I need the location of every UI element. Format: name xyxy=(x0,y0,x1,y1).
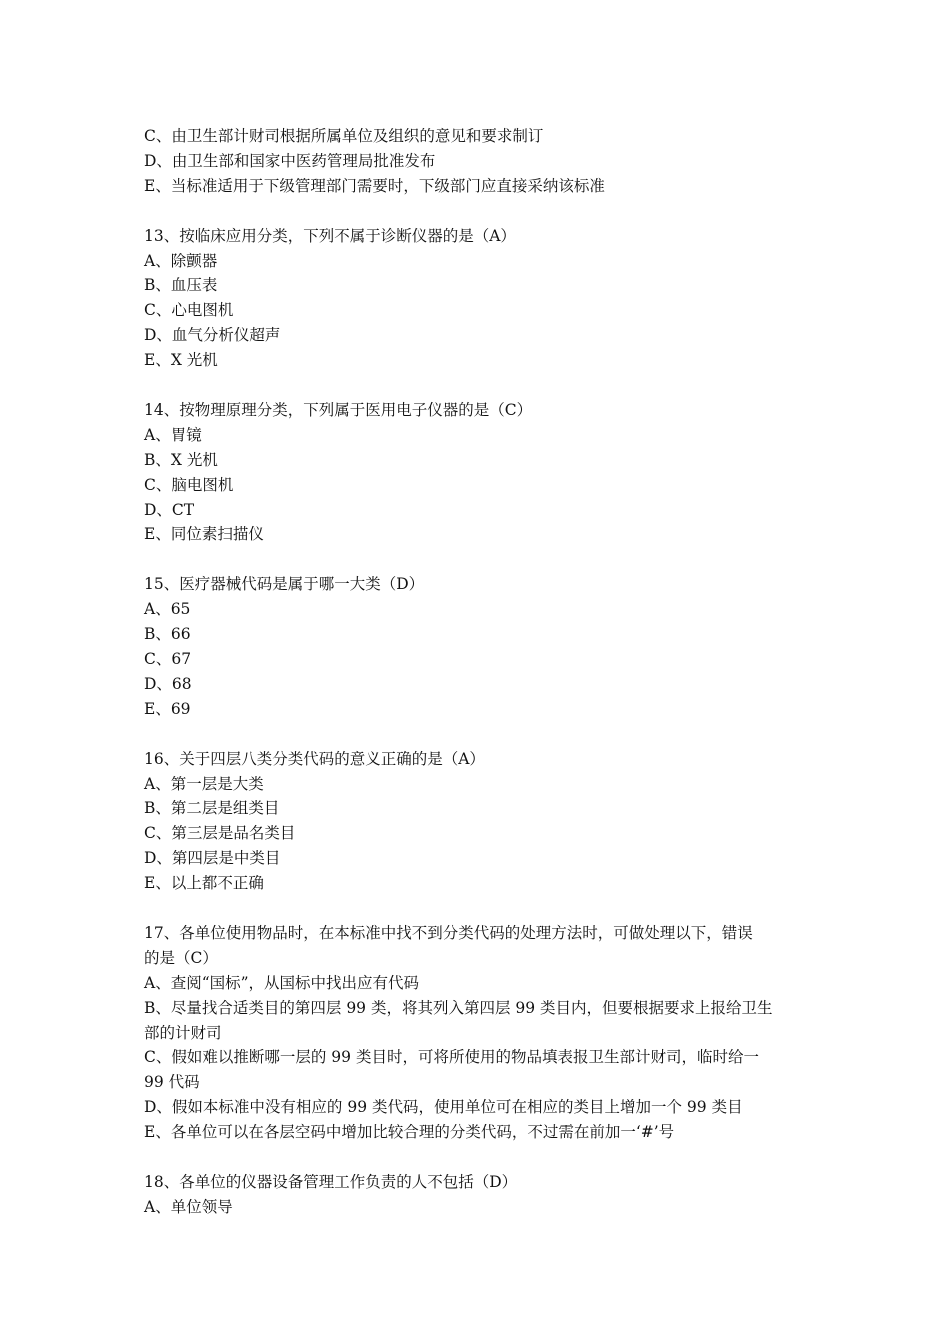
text-line: B、第二层是组类目 xyxy=(144,799,280,818)
text-line: C、心电图机 xyxy=(144,301,234,320)
text-line: D、第四层是中类目 xyxy=(144,849,281,868)
paragraph-gap xyxy=(144,896,808,921)
text-line: D、由卫生部和国家中医药管理局批准发布 xyxy=(144,151,436,170)
text-line: C、脑电图机 xyxy=(144,475,234,494)
document-page xyxy=(144,124,808,1220)
text-line: 部的计财司 xyxy=(144,1023,222,1042)
text-line: E、69 xyxy=(144,699,191,718)
question-text: 15、医疗器械代码是属于哪一大类（D） xyxy=(144,575,425,594)
text-line: 99 代码 xyxy=(144,1073,200,1092)
text-line: A、单位领导 xyxy=(144,1197,233,1216)
text-line: C、假如难以推断哪一层的 99 类目时，可将所使用的物品填表报卫生部计财司，临时给一 xyxy=(144,1048,759,1067)
text-line: E、X 光机 xyxy=(144,351,218,370)
text-line: B、X 光机 xyxy=(144,450,218,469)
paragraph-gap xyxy=(144,373,808,398)
text-line: D、68 xyxy=(144,674,192,693)
text-line: A、65 xyxy=(144,600,191,619)
text-line: E、当标准适用于下级管理部门需要时，下级部门应直接采纳该标准 xyxy=(144,176,605,195)
text-line: A、胃镜 xyxy=(144,425,202,444)
text-line: E、以上都不正确 xyxy=(144,874,264,893)
paragraph-gap xyxy=(144,547,808,572)
text-line: D、CT xyxy=(144,500,195,519)
paragraph-gap xyxy=(144,1145,808,1170)
question-text: 14、按物理原理分类，下列属于医用电子仪器的是（C） xyxy=(144,400,533,419)
question-text: 17、各单位使用物品时，在本标准中找不到分类代码的处理方法时，可做处理以下，错误 xyxy=(144,923,753,942)
text-line: A、查阅“国标”，从国标中找出应有代码 xyxy=(144,973,420,992)
text-line: B、尽量找合适类目的第四层 99 类，将其列入第四层 99 类目内，但要根据要求上报给卫生 xyxy=(144,998,773,1017)
text-line: B、66 xyxy=(144,625,191,644)
text-line: D、假如本标准中没有相应的 99 类代码，使用单位可在相应的类目上增加一个 99 类目 xyxy=(144,1098,743,1117)
text-line: B、血压表 xyxy=(144,276,218,295)
text-line: E、同位素扫描仪 xyxy=(144,525,264,544)
paragraph-gap xyxy=(144,722,808,747)
text-line: A、第一层是大类 xyxy=(144,774,264,793)
text-line: E、各单位可以在各层空码中增加比较合理的分类代码，不过需在前加一‘#’号 xyxy=(144,1123,675,1142)
text-line: 的是（C） xyxy=(144,948,218,967)
text-line: C、第三层是品名类目 xyxy=(144,824,296,843)
question-text: 18、各单位的仪器设备管理工作负责的人不包括（D） xyxy=(144,1172,518,1191)
question-text: 13、按临床应用分类，下列不属于诊断仪器的是（A） xyxy=(144,226,516,245)
text-line: D、血气分析仪超声 xyxy=(144,326,281,345)
text-line: C、67 xyxy=(144,649,192,668)
paragraph-gap xyxy=(144,199,808,224)
text-line: A、除颤器 xyxy=(144,251,218,270)
question-text: 16、关于四层八类分类代码的意义正确的是（A） xyxy=(144,749,485,768)
text-line: C、由卫生部计财司根据所属单位及组织的意见和要求制订 xyxy=(144,127,544,145)
